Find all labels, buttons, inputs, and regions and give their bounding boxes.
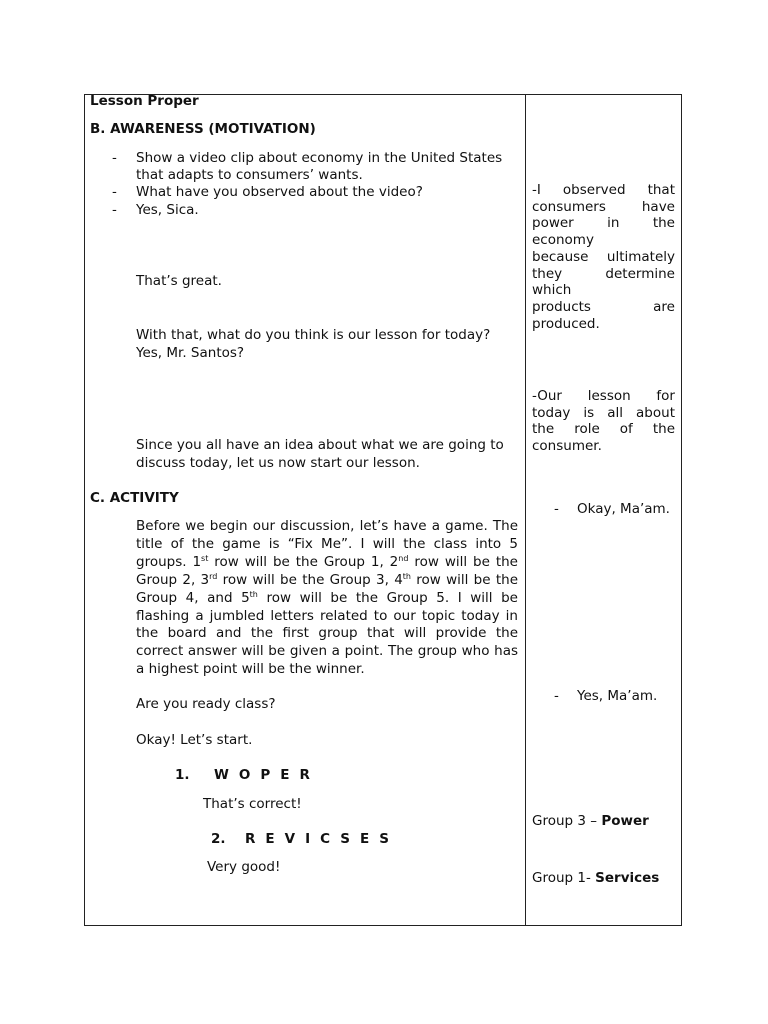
lesson-question-text: With that, what do you think is our lesson for today? <box>136 327 491 343</box>
jumbled-word: REVICSES <box>245 831 399 847</box>
lets-start-text: Okay! Let’s start. <box>136 732 253 748</box>
bullet-text-continued: that adapts to consumers’ wants. <box>136 167 363 183</box>
ready-question: Are you ready class? <box>136 696 276 712</box>
lesson-proper-heading: Lesson Proper <box>90 93 199 109</box>
bullet-marker: - <box>112 184 117 200</box>
student-response: Yes, Ma’am. <box>577 688 658 704</box>
thats-great-text: That’s great. <box>136 273 222 289</box>
bullet-text: Show a video clip about economy in the United States <box>136 150 503 166</box>
teacher-response: That’s correct! <box>203 796 302 812</box>
awareness-heading: B. AWARENESS (MOTIVATION) <box>90 121 316 137</box>
column-divider <box>525 94 526 926</box>
teacher-response: Very good! <box>207 859 281 875</box>
bullet-marker: - <box>112 202 117 218</box>
bullet-marker: - <box>112 150 117 166</box>
item-number: 2. <box>211 831 226 847</box>
activity-paragraph: Before we begin our discussion, let’s have a game. The title of the game is “Fix Me”. I will the class into 5 groups. 1st row will be the Group 1, 2nd row will be the Group 2, 3rd row will be the Group 3, 4th row will be the Group 4, and 5th row will be the Group 5. I will be flashing a jumbled letters related to our topic today in the board and the first group that will provide the correct answer will be given a point. The group who has a highest point will be the winner. <box>136 518 518 678</box>
start-lesson-text: discuss today, let us now start our lesson. <box>136 455 420 471</box>
bullet-marker: - <box>554 688 559 704</box>
student-answer-observed: -I observed that consumers have power in the economy because ultimately they determine which products are produced. <box>532 182 675 332</box>
item-number: 1. <box>175 767 190 783</box>
student-answer-lesson: -Our lesson for today is all about the role of the consumer. <box>532 388 675 455</box>
lesson-question-text: Yes, Mr. Santos? <box>136 345 245 361</box>
student-response: Okay, Ma’am. <box>577 501 670 517</box>
bullet-text: What have you observed about the video? <box>136 184 423 200</box>
group-answer: Group 3 – Power <box>532 813 649 829</box>
start-lesson-text: Since you all have an idea about what we are going to <box>136 437 504 453</box>
activity-heading: C. ACTIVITY <box>90 490 179 506</box>
group-answer: Group 1- Services <box>532 870 660 886</box>
jumbled-word: WOPER <box>214 767 320 783</box>
bullet-marker: - <box>554 501 559 517</box>
bullet-text: Yes, Sica. <box>136 202 199 218</box>
